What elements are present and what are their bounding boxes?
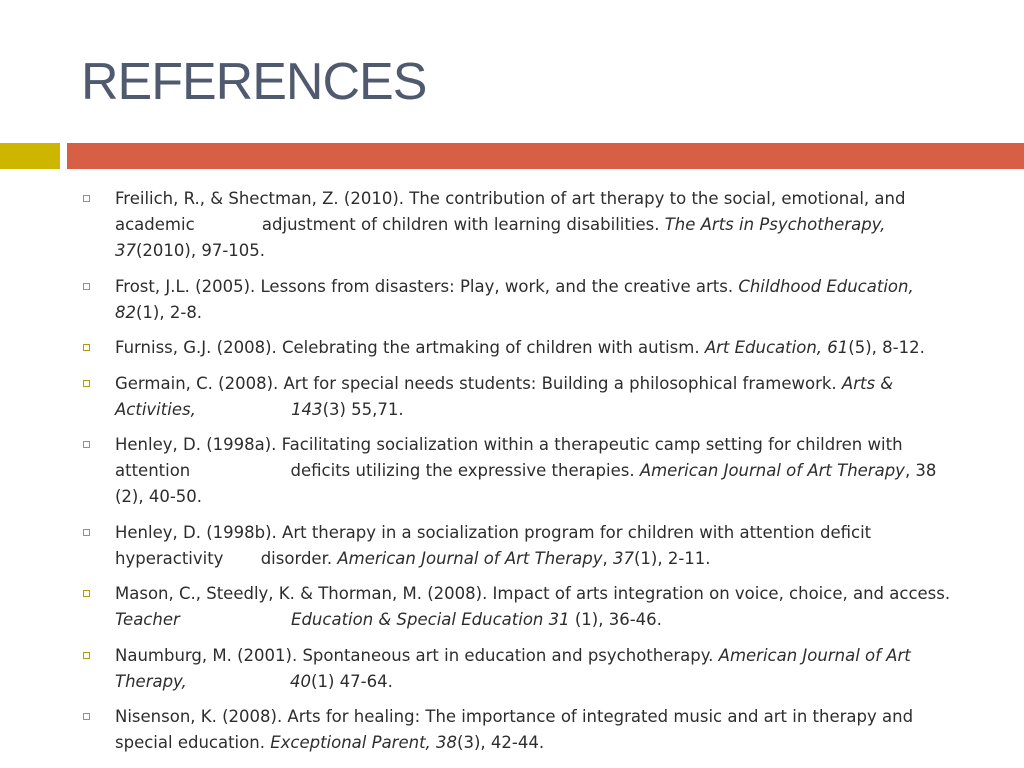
square-bullet-icon [83,652,90,659]
list-item: Mason, C., Steedly, K. & Thorman, M. (2008). Impact of arts integration on voice, choice, and access. Teacher Education & Special Education 31 (1), 36-46. [80,581,980,633]
list-item: Freilich, R., & Shectman, Z. (2010). The contribution of art therapy to the social, emotional, and academic adjustment of children with learning disabilities. The Arts in Psychotherapy, 37(2010), 97-105. [80,186,980,264]
square-bullet-icon [83,380,90,387]
list-item: Nisenson, K. (2008). Arts for healing: The importance of integrated music and art in therapy and special education. Exceptional Parent, 38(3), 42-44. [80,704,980,756]
square-bullet-icon [83,590,90,597]
reference-list [80,186,980,766]
square-bullet-icon [83,529,90,536]
square-bullet-icon [83,195,90,202]
list-item: Naumburg, M. (2001). Spontaneous art in education and psychotherapy. American Journal of Art Therapy, 40(1) 47-64. [80,643,980,695]
list-item: Germain, C. (2008). Art for special needs students: Building a philosophical framework. Arts & Activities, 143(3) 55,71. [80,371,980,423]
list-item: Furniss, G.J. (2008). Celebrating the artmaking of children with autism. Art Education, 61(5), 8-12. [80,335,980,361]
square-bullet-icon [83,344,90,351]
square-bullet-icon [83,441,90,448]
list-item: Frost, J.L. (2005). Lessons from disasters: Play, work, and the creative arts. Childhood Education, 82(1), 2-8. [80,274,980,326]
slide-title: REFERENCES [81,53,427,111]
accent-bar-left [0,143,60,169]
square-bullet-icon [83,713,90,720]
square-bullet-icon [83,283,90,290]
list-item: Henley, D. (1998a). Facilitating socialization within a therapeutic camp setting for children with attention deficits utilizing the expressive therapies. American Journal of Art Therapy, 38 (2), 40-50. [80,432,980,510]
accent-bar-right [67,143,1024,169]
list-item: Henley, D. (1998b). Art therapy in a socialization program for children with attention deficit hyperactivity disorder. American Journal of Art Therapy, 37(1), 2-11. [80,520,980,572]
